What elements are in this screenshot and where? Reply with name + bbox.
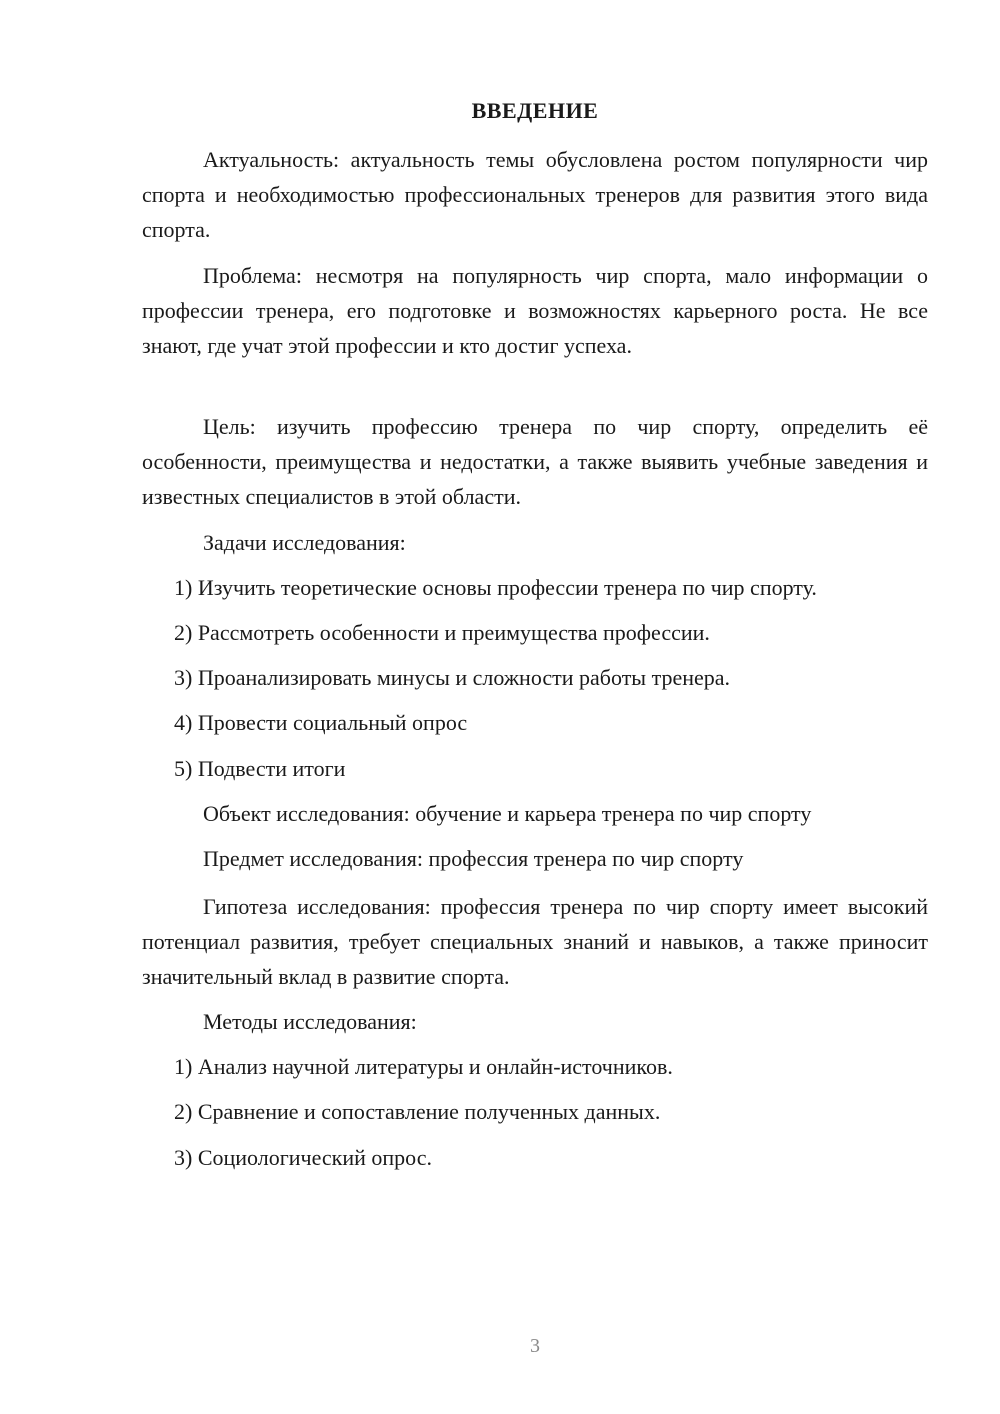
method-item-2: 2) Сравнение и сопоставление полученных данных.	[174, 1099, 661, 1124]
research-object: Объект исследования: обучение и карьера тренера по чир спорту	[203, 801, 812, 826]
task-item-4: 4) Провести социальный опрос	[174, 710, 468, 735]
problem-paragraph: Проблема: несмотря на популярность чир спорта, мало информации о профессии тренера, его подготовке и возможностях карьерного роста. Не все знают, где учат этой профессии и кто достиг успеха.	[142, 263, 928, 358]
tasks-heading: Задачи исследования:	[203, 530, 406, 555]
research-subject: Предмет исследования: профессия тренера по чир спорту	[203, 846, 744, 871]
page-title: ВВЕДЕНИЕ	[471, 98, 599, 123]
relevance-paragraph: Актуальность: актуальность темы обусловлена ростом популярности чир спорта и необходимостью профессиональных тренеров для развития этого вида спорта.	[142, 147, 928, 242]
task-item-5: 5) Подвести итоги	[174, 756, 346, 781]
task-item-1: 1) Изучить теоретические основы профессии тренера по чир спорту.	[174, 575, 817, 600]
methods-heading: Методы исследования:	[203, 1009, 417, 1034]
task-item-3: 3) Проанализировать минусы и сложности работы тренера.	[174, 665, 731, 690]
method-item-1: 1) Анализ научной литературы и онлайн-источников.	[174, 1054, 673, 1079]
hypothesis-paragraph: Гипотеза исследования: профессия тренера по чир спорту имеет высокий потенциал развития, требует специальных знаний и навыков, а также приносит значительный вклад в развитие спорта.	[142, 894, 928, 989]
page-number: 3	[530, 1335, 540, 1357]
method-item-3: 3) Социологический опрос.	[174, 1145, 432, 1170]
goal-paragraph: Цель: изучить профессию тренера по чир спорту, определить её особенности, преимущества и недостатки, а также выявить учебные заведения и известных специалистов в этой области.	[142, 414, 928, 509]
task-item-2: 2) Рассмотреть особенности и преимущества профессии.	[174, 620, 710, 645]
